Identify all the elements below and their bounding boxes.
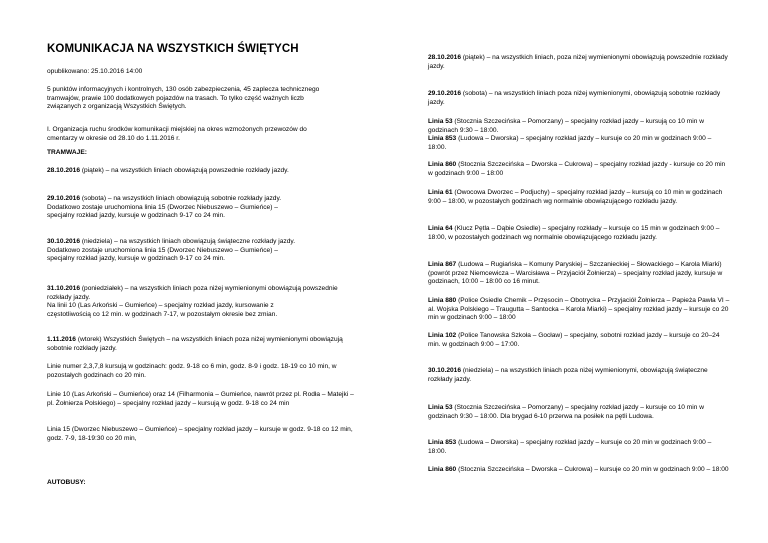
bus-paragraph-6 <box>428 225 730 242</box>
paragraph-line: Na linii 10 (Las Arkoński – Gumieńce) – specjalny rozkład jazdy, kursowanie z <box>47 302 274 309</box>
bus-paragraph-1 <box>428 54 730 71</box>
paragraph-line: specjalny rozkład jazdy, kursuje w godzinach 9-17 co 24 min. <box>47 212 225 219</box>
date-label: 30.10.2016 <box>47 238 81 245</box>
date-label: 1.11.2016 <box>47 336 76 343</box>
paragraph-text: (Stocznia Szczecińska – Dworska – Cukrowa) – kursuje co 20 min w godzinach 9:00 – 18:00 <box>456 466 729 473</box>
date-label: 29.10.2016 <box>47 195 81 202</box>
bus-paragraph-7 <box>428 261 730 287</box>
paragraph-text: (Ludowa – Dworska) – specjalny rozkład jazdy – kursuje co 20 min w godzinach 9:00 – 18:00. <box>428 439 712 455</box>
line-label: Linia 53 <box>428 118 453 125</box>
paragraph-text: (sobota) – na wszystkich liniach poza niżej wymienionymi, obowiązują sobotnie rozkłady jazdy. <box>428 90 721 106</box>
paragraph-text: (Stocznia Szczecińska – Dworska – Cukrowa) – specjalny rozkład jazdy - kursuje co 20 min w godzinach 9:00 – 18:00 <box>428 161 726 177</box>
paragraph-text: (Police Tanowska Szkoła – Gocław) – specjalny, sobotni rozkład jazdy – kursuje co 20–24 min. w godzinach 9:00 – 17:00. <box>428 332 720 348</box>
paragraph-text: (Ludowa – Dworska) – specjalny rozkład jazdy – kursuje co 20 min w godzinach 9:00 – 18:00. <box>428 135 712 151</box>
date-label: 31.10.2016 <box>47 285 81 292</box>
paragraph-line: częstotliwością co 12 min. w godzinach 7-17, w pozostałym okresie bez zmian. <box>47 310 278 318</box>
line-label: Linia 853 <box>428 135 457 142</box>
line-label: Linia 853 <box>428 439 457 446</box>
tram-paragraph-1 <box>47 167 365 176</box>
paragraph-text: (poniedziałek) – na wszystkich liniach poza niżej wymienionymi obowiązują powszednie rozkłady jazdy. <box>47 285 338 301</box>
page-title: KOMUNIKACJA NA WSZYSTKICH ŚWIĘTYCH <box>47 43 299 55</box>
paragraph-text: (sobota) – na wszystkich liniach obowiązują sobotnie rozkłady jazdy. <box>80 195 282 202</box>
paragraph-text: (niedziela) – na wszystkich liniach obowiązują świąteczne rozkłady jazdy. <box>80 238 296 245</box>
bus-paragraph-11 <box>428 404 730 421</box>
paragraph-text: (Ludowa – Rugiańska – Komuny Paryskiej – Szczanieckiej – Słowackiego – Karola Miarki) (powrót przez Niemcewicza – Warcisława – Przyjaciół Żołnierza) – specjalny rozkład jazdy, kursuje w godzinach, 10:00 – 18:00 co 16 minut. <box>428 261 723 285</box>
tram-paragraph-4 <box>47 285 347 319</box>
published-date: opublikowano: 25.10.2016 14:00 <box>47 68 143 75</box>
date-label: 28.10.2016 <box>428 54 462 61</box>
bus-paragraph-3 <box>428 118 730 152</box>
paragraph-text: (Klucz Pętla – Dąbie Osiedle) – specjalny rozkłady – kursuje co 15 min w godzinach 9:00 – 18:00, w pozostałych godzinach wg normalnie obowiązującego rozkładu jazdy. <box>428 225 720 241</box>
line-label: Linia 102 <box>428 332 457 339</box>
tram-paragraph-7: Linie 10 (Las Arkoński – Gumieńce) oraz 14 (Filharmonia – Gumieńce, nawrót przez pl. Rodła – Matejki – pl. Żołnierza Polskiego) – specjalny rozkład jazdy – kursują w godz. 9-18 co 24 min <box>47 391 354 407</box>
bus-paragraph-10 <box>428 367 730 384</box>
paragraph-line: specjalny rozkład jazdy, kursuje w godzinach 9-17 co 24 min. <box>47 255 225 262</box>
paragraph-line: Dodatkowo zostaje uruchomiona linia 15 (Dworzec Niebuszewo – Gumieńce) – <box>47 203 278 211</box>
paragraph-text: (Stocznia Szczecińska – Pomorzany) – specjalny rozkład jazdy – kursują co 10 min w godzinach 9:30 – 18:00. <box>428 118 704 134</box>
intro-paragraph: 5 punktów informacyjnych i kontrolnych, 130 osób zabezpieczenia, 45 zaplecza technicznego tramwajów, prawie 100 dodatkowych pojazdów na trasach. To tylko część ważnych liczb związanych z organizacją Wszystkich Świętych. <box>47 86 320 110</box>
paragraph-text: (wtorek) Wszystkich Świętych – na wszystkich liniach poza niżej wymienionymi obowiązują sobotnie rozkłady jazdy. <box>47 336 343 352</box>
bus-paragraph-12 <box>428 439 730 456</box>
bus-paragraph-8 <box>428 297 730 323</box>
line-label: Linia 860 <box>428 466 457 473</box>
line-label: Linia 64 <box>428 225 453 232</box>
line-label: Linia 61 <box>428 189 453 196</box>
tram-paragraph-6: Linie numer 2,3,7,8 kursują w godzinach: godz. 9-18 co 6 min, godz. 8-9 i godz. 18-19 co 10 min, w pozostałych godzinach co 20 min. <box>47 363 337 379</box>
date-label: 28.10.2016 <box>47 167 81 174</box>
line-label: Linia 53 <box>428 404 453 411</box>
section-heading: I. Organizacja ruchu środków komunikacji miejskiej na okres wzmożonych przewozów do cmentarzy w okresie od 28.10 do 1.11.2016 r. <box>47 126 307 142</box>
paragraph-text: (Owocowa Dworzec – Podjuchy) – specjalny rozkład jazdy – kursują co 10 min w godzinach 9:00 – 18:00, w pozostałych godzinach wg normalnie obowiązującego rozkładu jazdy. <box>428 189 723 205</box>
paragraph-text: (piątek) – na wszystkich liniach obowiązują powszednie rozkłady jazdy. <box>80 167 289 174</box>
bus-paragraph-13 <box>428 466 730 475</box>
tram-paragraph-8: Linia 15 (Dworzec Niebuszewo – Gumieńce) – specjalny rozkład jazdy – kursuje w godz. 9-18 co 12 min, godz. 7-9, 18-19:30 co 20 min, <box>47 426 353 442</box>
tram-paragraph-2 <box>47 195 365 221</box>
date-label: 29.10.2016 <box>428 90 462 97</box>
tram-paragraph-5 <box>47 336 347 353</box>
date-label: 30.10.2016 <box>428 367 462 374</box>
bus-paragraph-9 <box>428 332 730 349</box>
paragraph-text: (Police Osiedle Chemik – Przęsocin – Obotrycka – Przyjaciół Żołnierza – Papieża Pawła VI – al. Wojska Polskiego – Traugutta – Santocka – Karola Miarki) – specjalny rozkład jazdy – kursuje co 20 min w godzinach 9:00 – 18:00 <box>428 297 730 321</box>
bus-paragraph-4 <box>428 161 730 178</box>
line-label: Linia 860 <box>428 161 457 168</box>
paragraph-line: Dodatkowo zostaje uruchomiona linia 15 (Dworzec Niebuszewo – Gumieńce) – <box>47 246 278 254</box>
line-label: Linia 880 <box>428 297 457 304</box>
bus-header: AUTOBUSY: <box>47 479 86 486</box>
paragraph-text: (piątek) – na wszystkich liniach, poza niżej wymienionymi obowiązują powszednie rozkłady jazdy. <box>428 54 728 70</box>
bus-paragraph-2 <box>428 90 730 107</box>
tram-header: TRAMWAJE: <box>47 149 87 156</box>
bus-paragraph-5 <box>428 189 730 206</box>
line-label: Linia 867 <box>428 261 457 268</box>
paragraph-text: (niedziela) – na wszystkich liniach poza niżej wymienionymi, obowiązują świąteczne rozkłady jazdy. <box>428 367 708 383</box>
paragraph-text: (Stocznia Szczecińska – Pomorzany) – specjalny rozkład jazdy – kursuje co 10 min w godzinach 9:30 – 18:00. Dla brygad 6-10 przerwa na posiłek na pętli Ludowa. <box>428 404 704 420</box>
tram-paragraph-3 <box>47 238 365 264</box>
